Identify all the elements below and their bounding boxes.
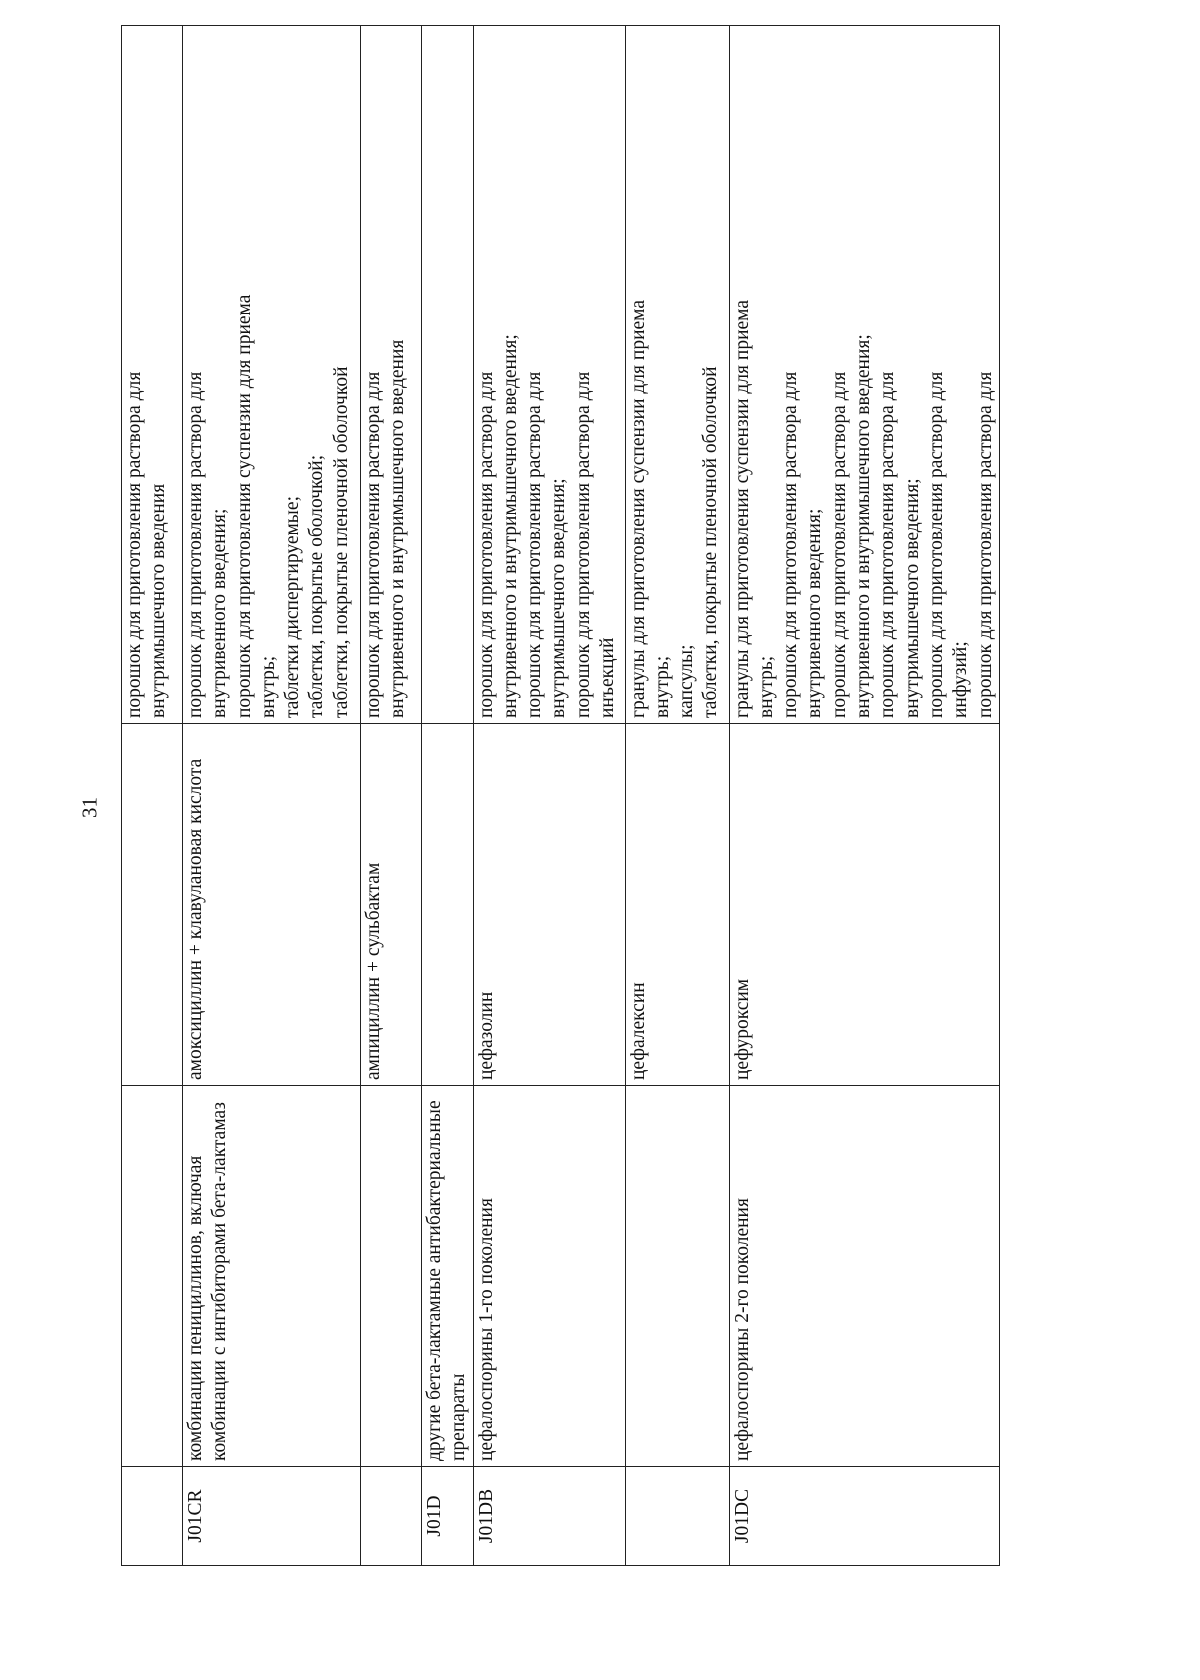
dosage-form-line: порошок для приготовления раствора для (185, 371, 206, 718)
atc-code-cell (361, 1467, 422, 1566)
group-cell: цефалоспорины 2-го поколения (729, 1086, 999, 1467)
dosage-form-line: внутривенного и внутримышечного введения; (499, 334, 521, 718)
table-row (729, 26, 999, 1566)
dosage-form-line: гранулы для приготовления суспензии для приема (627, 299, 649, 718)
dosage-form-line: таблетки, покрытые оболочкой; (306, 454, 328, 718)
dosage-forms-cell (122, 26, 183, 724)
dosage-form-line: внутривенного и внутримышечного введения (387, 339, 409, 718)
dosage-form-line: таблетки диспергируемые; (282, 496, 304, 718)
page-number: 31 (77, 797, 102, 818)
drug-name-cell (122, 724, 183, 1086)
dosage-form-line: внутримышечного введения (148, 483, 170, 718)
dosage-form-line: порошок для приготовления раствора для (475, 371, 497, 718)
dosage-form-line: порошок для приготовления раствора для (124, 371, 145, 718)
drug-name-cell: цефуроксим (729, 724, 999, 1086)
group-cell: другие бета-лактамные антибактериальные препараты (422, 1086, 474, 1467)
dosage-forms-cell (183, 26, 361, 724)
dosage-forms-cell (625, 26, 729, 724)
dosage-form-line: порошок для приготовления раствора для (925, 371, 947, 718)
drug-name-cell: амоксициллин + клавулановая кислота (183, 724, 361, 1086)
table-row (122, 26, 183, 1566)
dosage-form-line: внутривенного и внутримышечного введения; (853, 334, 875, 718)
dosage-form-line: капсулы; (676, 644, 698, 718)
group-cell: комбинации пенициллинов, включая комбинации с ингибиторами бета-лактамаз (183, 1086, 361, 1467)
dosage-form-line: гранулы для приготовления суспензии для приема (731, 299, 753, 718)
dosage-form-line: инфузий; (950, 641, 972, 718)
dosage-form-line: порошок для приготовления раствора для (974, 371, 996, 718)
table-row (625, 26, 729, 1566)
drug-name-cell: цефалексин (625, 724, 729, 1086)
atc-code-cell (122, 1467, 183, 1566)
dosage-form-line: внутрь; (755, 655, 777, 718)
dosage-form-line: порошок для приготовления суспензии для приема (233, 294, 255, 718)
dosage-form-line: порошок для приготовления раствора для (363, 371, 384, 718)
dosage-forms-cell (422, 26, 474, 724)
group-cell: цефалоспорины 1-го поколения (473, 1086, 625, 1467)
drug-table (121, 25, 1000, 1566)
table-row (422, 26, 474, 1566)
atc-code-cell: J01D (422, 1467, 474, 1566)
dosage-forms-cell (361, 26, 422, 724)
table-row (183, 26, 361, 1566)
dosage-form-line: внутривенного введения; (209, 508, 231, 718)
dosage-forms-cell (729, 26, 999, 724)
dosage-form-line: порошок для приготовления раствора для (572, 371, 594, 718)
dosage-form-line: порошок для приготовления раствора для (524, 371, 546, 718)
atc-code-cell (625, 1467, 729, 1566)
group-cell (625, 1086, 729, 1467)
group-cell (361, 1086, 422, 1467)
atc-code-cell: J01DC (729, 1467, 999, 1566)
dosage-form-line: таблетки, покрытые пленочной оболочкой (700, 366, 722, 718)
dosage-form-line: внутримышечного введения; (901, 478, 923, 718)
dosage-form-line: внутрь; (651, 655, 673, 718)
atc-code-cell: J01CR (183, 1467, 361, 1566)
atc-code-cell: J01DB (473, 1467, 625, 1566)
group-cell (122, 1086, 183, 1467)
drug-table-body (122, 26, 1000, 1566)
rotated-page (121, 26, 1069, 1566)
drug-name-cell (422, 724, 474, 1086)
dosage-forms-cell (473, 26, 625, 724)
dosage-form-line: таблетки, покрытые пленочной оболочкой (330, 366, 352, 718)
dosage-form-line: порошок для приготовления раствора для (780, 371, 802, 718)
dosage-form-line: внутримышечного введения; (548, 478, 570, 718)
dosage-form-line: внутривенного введения; (804, 508, 826, 718)
table-row (361, 26, 422, 1566)
dosage-form-line: порошок для приготовления раствора для (877, 371, 899, 718)
dosage-form-line: порошок для приготовления раствора для (828, 371, 850, 718)
dosage-form-line: инъекций (597, 637, 619, 718)
dosage-form-line: внутрь; (257, 655, 279, 718)
drug-name-cell: ампициллин + сульбактам (361, 724, 422, 1086)
drug-name-cell: цефазолин (473, 724, 625, 1086)
table-row (473, 26, 625, 1566)
